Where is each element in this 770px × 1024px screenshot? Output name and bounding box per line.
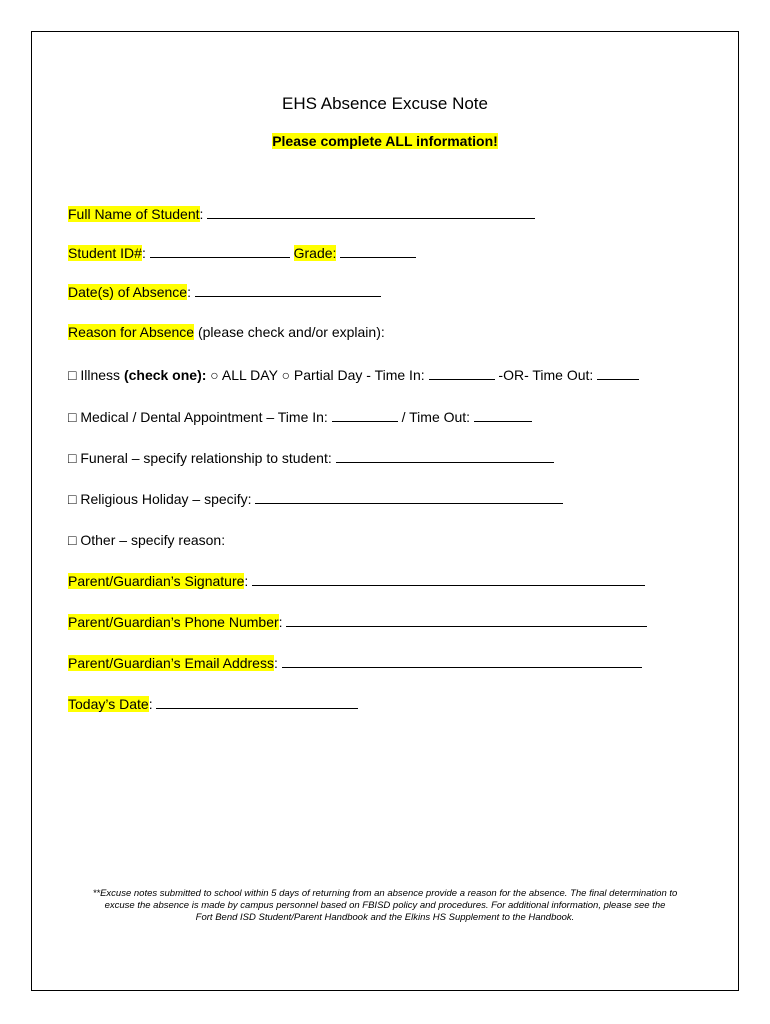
footnote-line-1: **Excuse notes submitted to school within 5 days of returning from an absence provide a reason for the absence. The final determination to bbox=[92, 888, 678, 899]
email-label: Parent/Guardian’s Email Address bbox=[68, 655, 274, 671]
footnote-line-3: Fort Bend ISD Student/Parent Handbook and the Elkins HS Supplement to the Handbook. bbox=[195, 912, 575, 923]
partial-day-radio-icon[interactable]: ○ bbox=[281, 367, 291, 383]
student-name-row: Full Name of Student: bbox=[68, 205, 535, 223]
religious-row bbox=[68, 490, 563, 508]
student-id-row: Student ID#: Grade: bbox=[68, 244, 416, 262]
illness-checkbox-icon[interactable]: □ bbox=[68, 367, 77, 383]
reason-label: Reason for Absence bbox=[68, 324, 195, 340]
signature-field[interactable] bbox=[252, 572, 645, 586]
todays-date-label: Today’s Date bbox=[68, 696, 149, 712]
student-name-label: Full Name of Student bbox=[68, 206, 200, 222]
phone-field[interactable] bbox=[286, 613, 647, 627]
signature-label: Parent/Guardian’s Signature bbox=[68, 573, 245, 589]
religious-field[interactable] bbox=[255, 490, 563, 504]
partial-time-out-field[interactable] bbox=[597, 366, 639, 380]
religious-checkbox-icon[interactable]: □ bbox=[68, 491, 77, 507]
signature-row: Parent/Guardian’s Signature: bbox=[68, 572, 645, 590]
funeral-row bbox=[68, 449, 554, 467]
grade-label: Grade: bbox=[293, 245, 337, 261]
form-title: EHS Absence Excuse Note bbox=[281, 94, 488, 113]
partial-day-label: Partial Day - Time In: bbox=[293, 367, 425, 383]
illness-label: Illness bbox=[80, 367, 121, 383]
illness-row bbox=[68, 366, 639, 384]
reason-row bbox=[68, 323, 385, 341]
todays-date-row: Today’s Date: bbox=[68, 695, 358, 713]
medical-label: Medical / Dental Appointment – Time In: bbox=[80, 409, 328, 425]
phone-label: Parent/Guardian’s Phone Number bbox=[68, 614, 279, 630]
other-row bbox=[68, 531, 225, 549]
medical-time-out-label: / Time Out: bbox=[401, 409, 471, 425]
footnote-line-2: excuse the absence is made by campus personnel based on FBISD policy and procedures. For additional information, please see the bbox=[104, 900, 666, 911]
email-field[interactable] bbox=[282, 654, 642, 668]
form-subtitle-wrap bbox=[0, 133, 770, 149]
form-subtitle: Please complete ALL information! bbox=[272, 133, 498, 149]
all-day-label: ALL DAY bbox=[221, 367, 278, 383]
grade-field[interactable] bbox=[340, 244, 416, 258]
reason-note: (please check and/or explain): bbox=[197, 324, 385, 340]
or-time-out-label: -OR- Time Out: bbox=[498, 367, 594, 383]
student-id-field[interactable] bbox=[150, 244, 290, 258]
dates-row: Date(s) of Absence: bbox=[68, 283, 381, 301]
funeral-field[interactable] bbox=[336, 449, 554, 463]
page-border bbox=[31, 31, 739, 991]
funeral-checkbox-icon[interactable]: □ bbox=[68, 450, 77, 466]
medical-row bbox=[68, 408, 532, 426]
funeral-label: Funeral – specify relationship to student: bbox=[80, 450, 332, 466]
medical-time-out-field[interactable] bbox=[474, 408, 532, 422]
religious-label: Religious Holiday – specify: bbox=[80, 491, 252, 507]
phone-row: Parent/Guardian’s Phone Number: bbox=[68, 613, 647, 631]
other-label: Other – specify reason: bbox=[80, 532, 226, 548]
email-row: Parent/Guardian’s Email Address: bbox=[68, 654, 642, 672]
partial-time-in-field[interactable] bbox=[429, 366, 495, 380]
dates-label: Date(s) of Absence bbox=[68, 284, 188, 300]
other-checkbox-icon[interactable]: □ bbox=[68, 532, 77, 548]
all-day-radio-icon[interactable]: ○ bbox=[210, 367, 219, 383]
dates-field[interactable] bbox=[195, 283, 381, 297]
medical-time-in-field[interactable] bbox=[332, 408, 398, 422]
medical-checkbox-icon[interactable]: □ bbox=[68, 409, 77, 425]
footnote bbox=[60, 888, 710, 924]
todays-date-field[interactable] bbox=[156, 695, 358, 709]
student-name-field[interactable] bbox=[207, 205, 535, 219]
student-id-label: Student ID# bbox=[68, 245, 142, 261]
check-one-label: (check one): bbox=[123, 367, 207, 383]
